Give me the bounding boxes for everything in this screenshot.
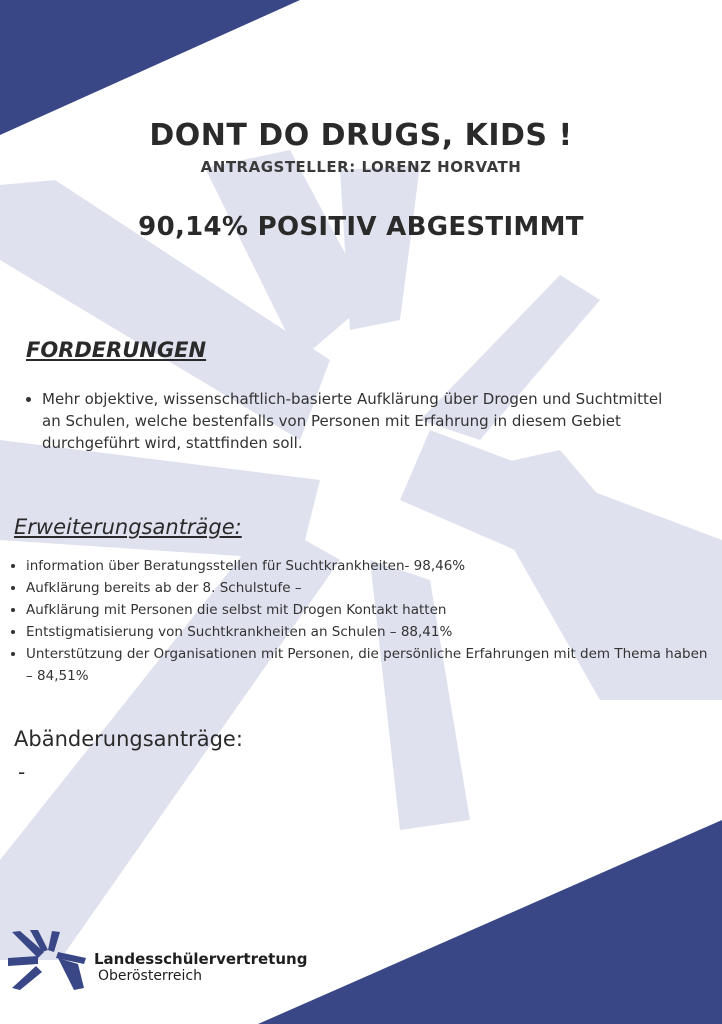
erweiterungsantraege-list xyxy=(8,555,716,687)
organization-name: Landesschülervertretung xyxy=(94,950,308,968)
erweiterungsantraege-heading: Erweiterungsanträge: xyxy=(14,515,242,539)
abaenderungsantraege-heading: Abänderungsanträge: xyxy=(14,727,243,751)
asterisk-logo-icon xyxy=(8,928,90,990)
list-item: • Entstigmatisierung von Suchtkrankheiten an Schulen – 88,41% xyxy=(26,621,716,643)
vote-result: 90,14% POSITIV ABGESTIMMT xyxy=(138,212,584,242)
organization-region: Oberösterreich xyxy=(98,968,202,984)
list-item: • information über Beratungsstellen für Suchtkrankheiten- 98,46% xyxy=(26,555,716,577)
list-item: • Aufklärung bereits ab der 8. Schulstufe – xyxy=(26,577,716,599)
forderungen-heading: FORDERUNGEN xyxy=(26,338,207,362)
list-item: • Mehr objektive, wissenschaftlich-basierte Aufklärung über Drogen und Suchtmittel an Schulen, welche bestenfalls von Personen mit Erfahrung in diesem Gebiet durchgeführt wird, stattfinden soll. xyxy=(42,388,682,454)
list-item: • Unterstützung der Organisationen mit Personen, die persönliche Erfahrungen mit dem Thema haben – 84,51% xyxy=(26,643,716,687)
list-item: • Aufklärung mit Personen die selbst mit Drogen Kontakt hatten xyxy=(26,599,716,621)
applicant-line: ANTRAGSTELLER: LORENZ HORVATH xyxy=(200,158,522,176)
abaenderungsantraege-value: - xyxy=(18,760,26,784)
forderungen-list xyxy=(22,388,682,454)
document-title: DONT DO DRUGS, KIDS ! xyxy=(149,118,573,153)
